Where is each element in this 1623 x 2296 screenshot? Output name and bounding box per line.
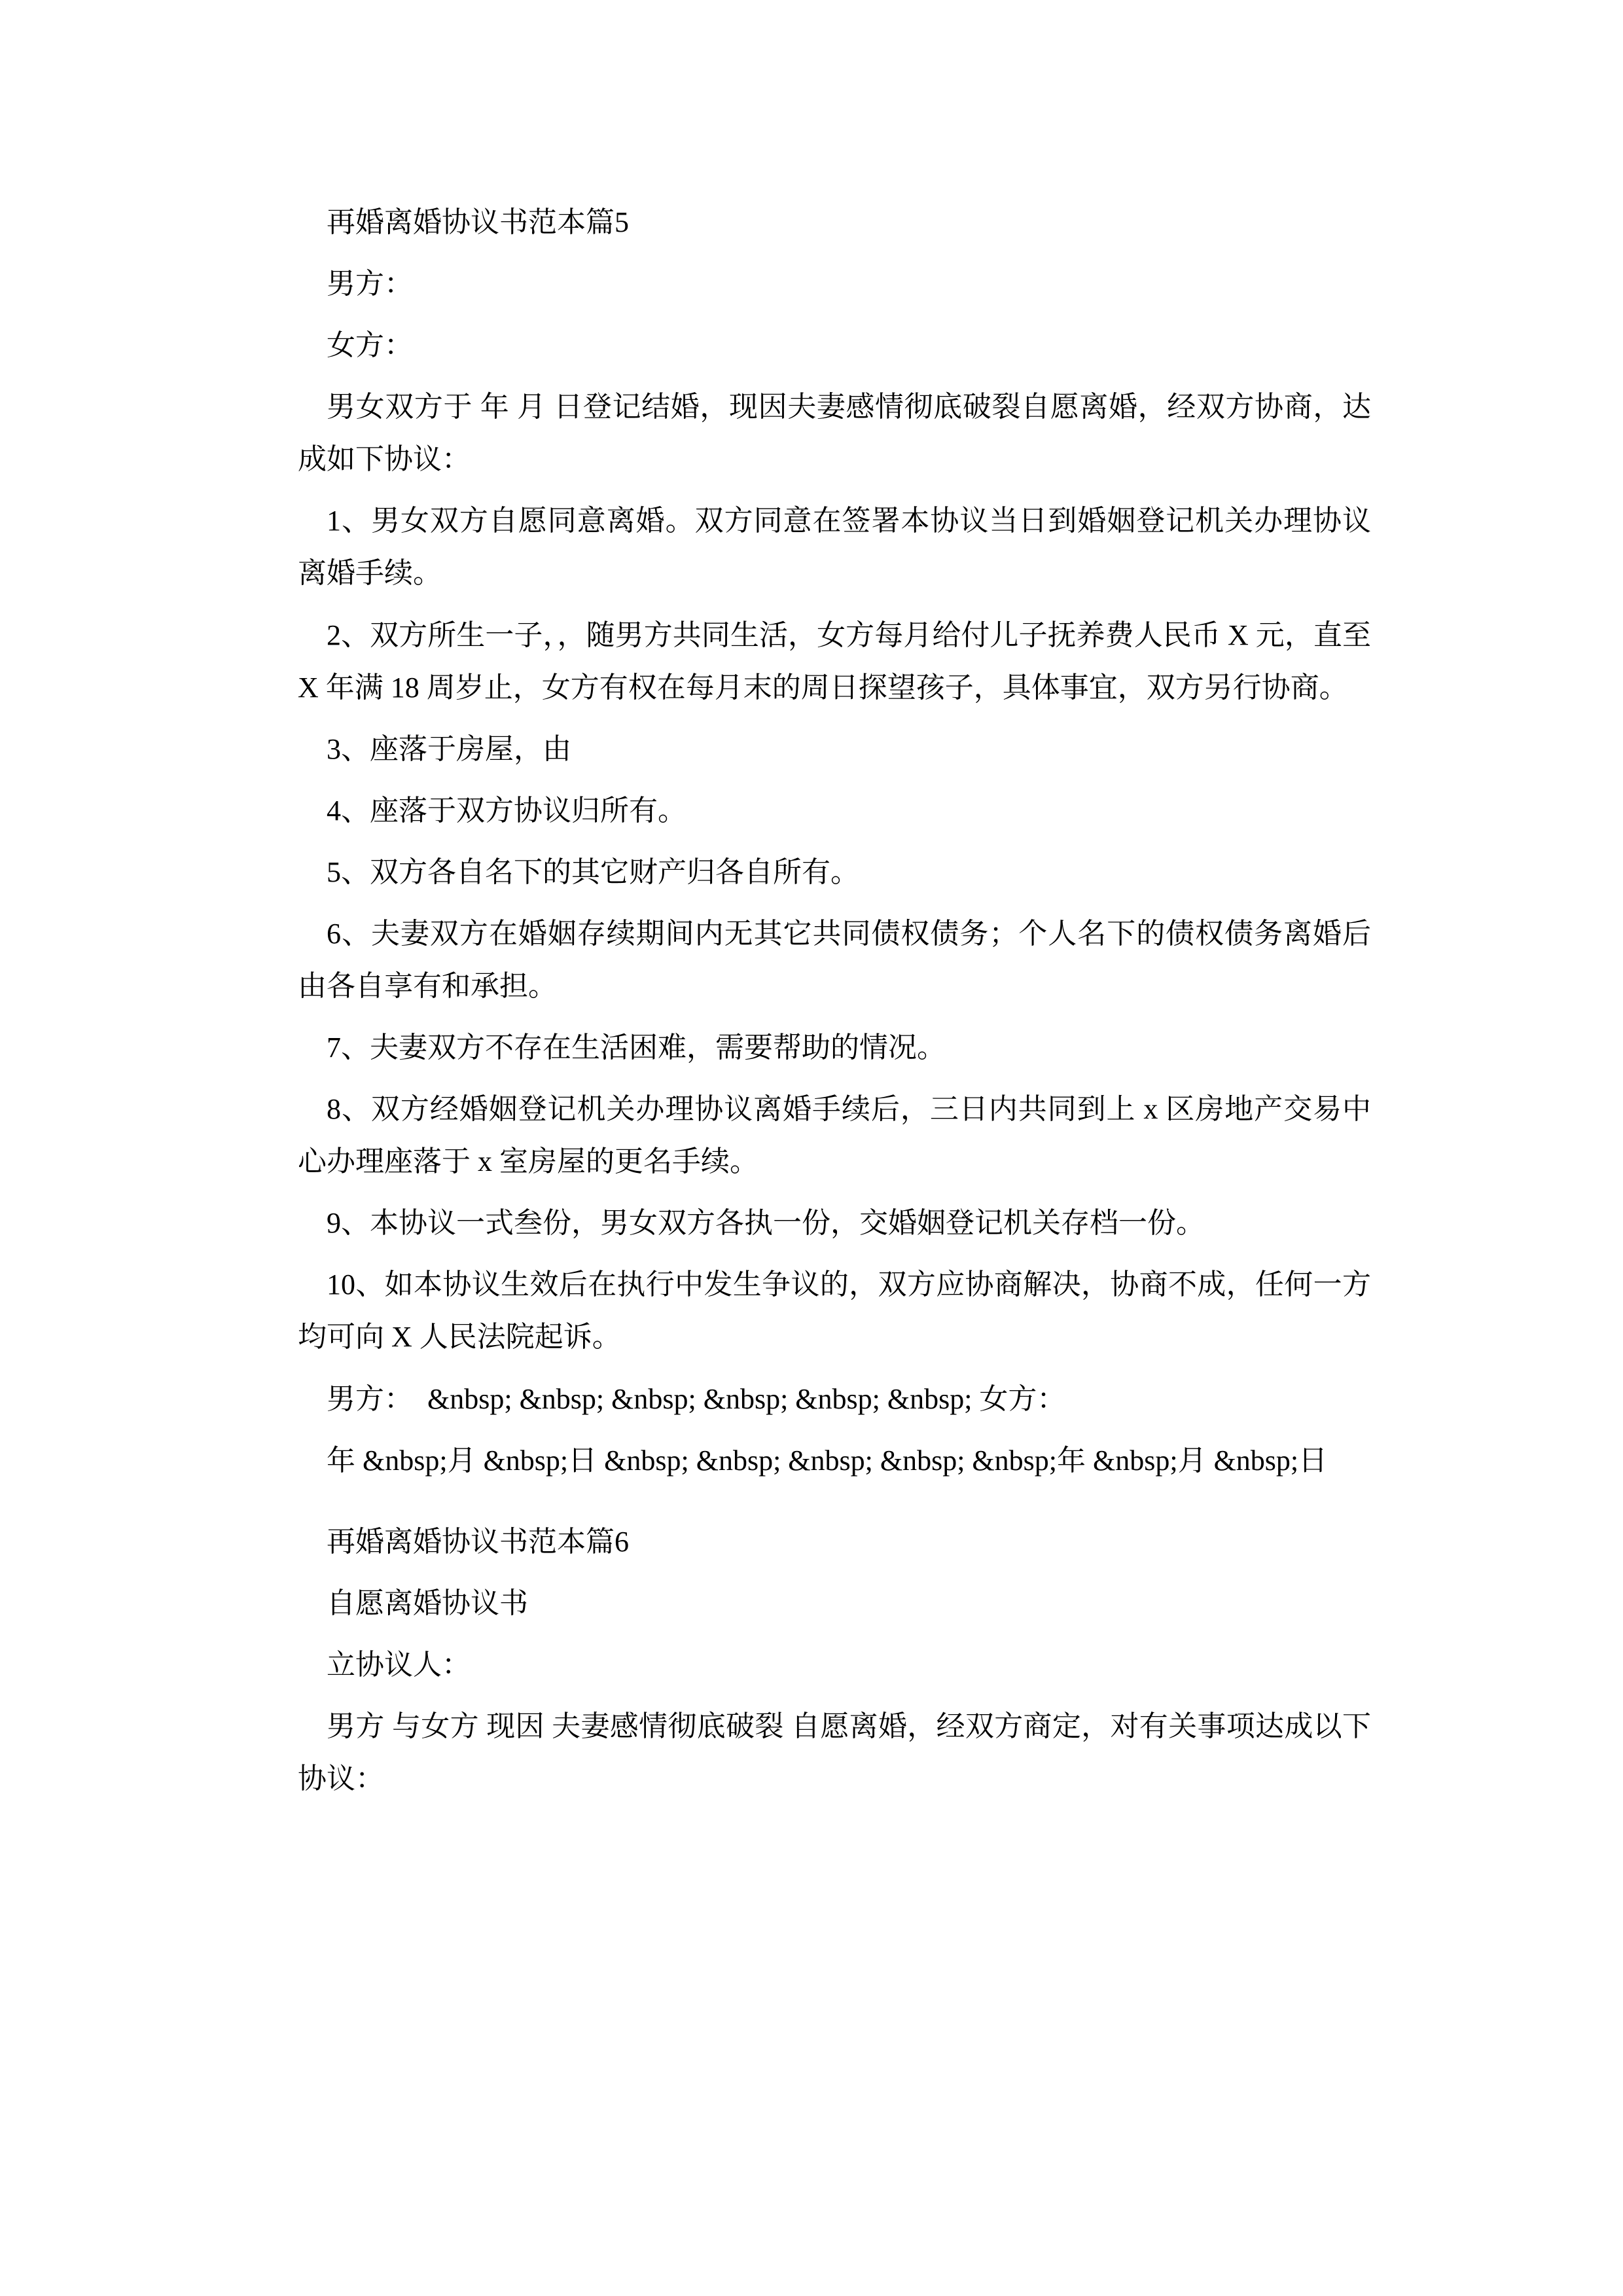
clause-9: 9、本协议一式叁份，男女双方各执一份，交婚姻登记机关存档一份。 [327, 1207, 1205, 1240]
preamble-paragraph-6: 男方 与女方 现因 夫妻感情彻底破裂 自愿离婚，经双方商定，对有关事项达成以下协议： [298, 1710, 1371, 1795]
section-spacer [298, 1496, 1371, 1516]
signature-line: 男方： &nbsp; &nbsp; &nbsp; &nbsp; &nbsp; &nbsp; 女方： [327, 1382, 1066, 1415]
clause-3: 3、座落于房屋，由 [327, 732, 571, 765]
section-title-6: 再婚离婚协议书范本篇6 [327, 1525, 629, 1558]
male-party-label: 男方： [327, 268, 413, 300]
document-body [298, 196, 1371, 1814]
subtitle-voluntary-agreement: 自愿离婚协议书 [327, 1587, 528, 1619]
clause-4: 4、座落于双方协议归所有。 [327, 794, 687, 827]
clause-1: 1、男女双方自愿同意离婚。双方同意在签署本协议当日到婚姻登记机关办理协议离婚手续。 [298, 505, 1371, 590]
signatory-label: 立协议人： [327, 1648, 471, 1681]
clause-2: 2、双方所生一子，，随男方共同生活，女方每月给付儿子抚养费人民币 X 元，直至 X 年满 18 周岁止，女方有权在每月末的周日探望孩子，具体事宜，双方另行协商。 [298, 619, 1371, 704]
clause-5: 5、双方各自名下的其它财产归各自所有。 [327, 855, 859, 888]
date-line: 年 &nbsp;月 &nbsp;日 &nbsp; &nbsp; &nbsp; &nbsp; &nbsp;年 &nbsp;月 &nbsp;日 [327, 1444, 1328, 1477]
clause-8: 8、双方经婚姻登记机关办理协议离婚手续后，三日内共同到上 x 区房地产交易中心办理座落于 x 室房屋的更名手续。 [298, 1093, 1371, 1178]
section-title-5: 再婚离婚协议书范本篇5 [327, 206, 629, 238]
preamble-paragraph: 男女双方于 年 月 日登记结婚，现因夫妻感情彻底破裂自愿离婚，经双方协商，达成如下协议： [298, 391, 1371, 476]
clause-6: 6、夫妻双方在婚姻存续期间内无其它共同债权债务；个人名下的债权债务离婚后由各自享有和承担。 [298, 917, 1371, 1003]
clause-7: 7、夫妻双方不存在生活困难，需要帮助的情况。 [327, 1031, 946, 1064]
female-party-label: 女方： [327, 329, 413, 362]
clause-10: 10、如本协议生效后在执行中发生争议的，双方应协商解决，协商不成，任何一方均可向 X 人民法院起诉。 [298, 1268, 1371, 1354]
